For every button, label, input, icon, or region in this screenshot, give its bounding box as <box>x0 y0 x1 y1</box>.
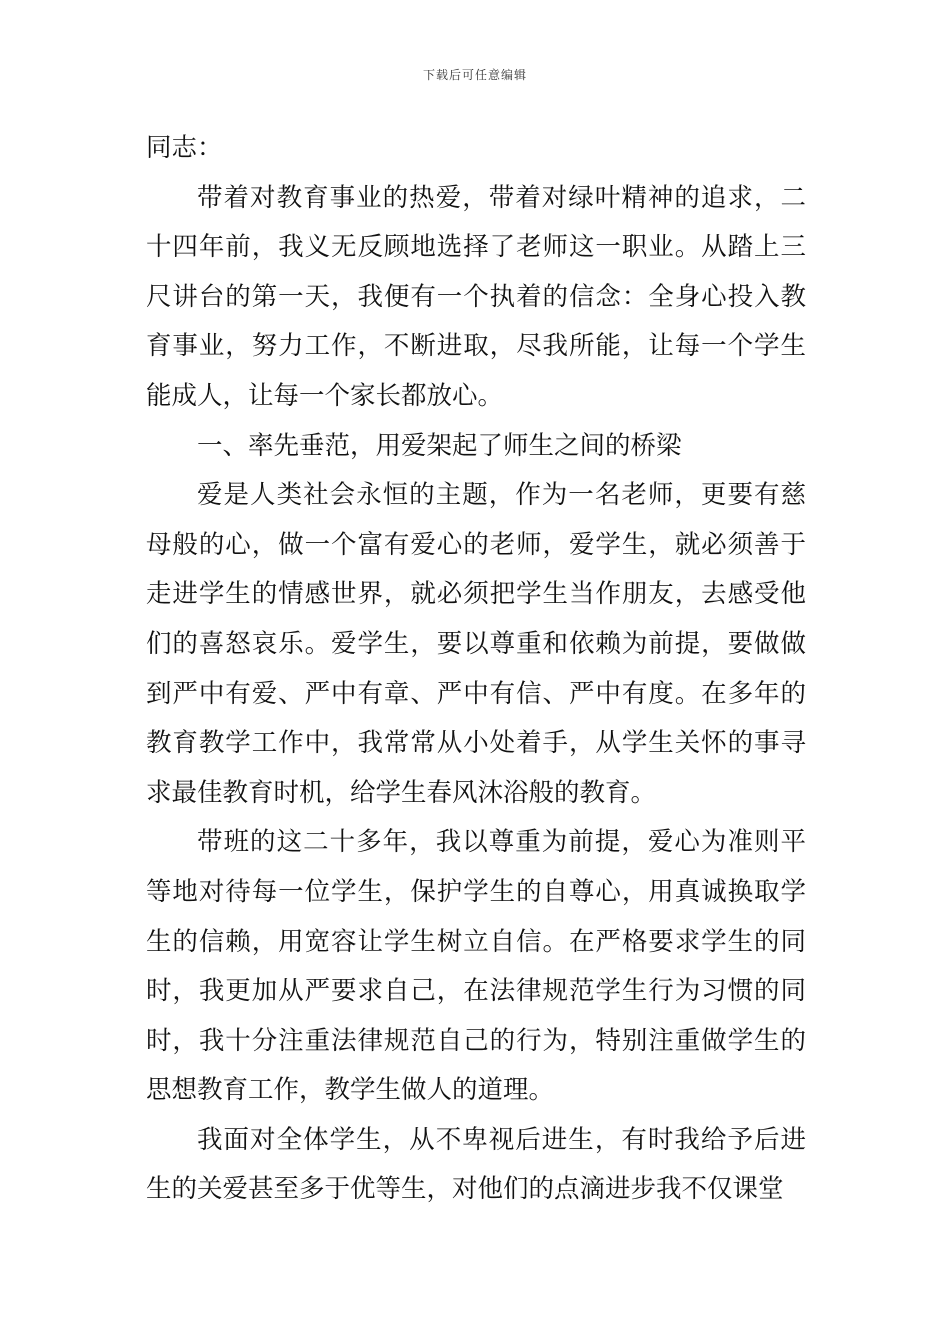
paragraph-class: 带班的这二十多年，我以尊重为前提，爱心为准则平等地对待每一位学生，保护学生的自尊心，用真诚换取学生的信赖，用宽容让学生树立自信。在严格要求学生的同时，我更加从严要求自己，在法律规范学生行为习惯的同时，我十分注重法律规范自己的行为，特别注重做学生的思想教育工作，教学生做人的道理。 <box>146 827 806 1106</box>
paragraph-students: 我面对全体学生，从不卑视后进生，有时我给予后进生的关爱甚至多于优等生，对他们的点滴进步我不仅课堂 <box>146 1124 806 1205</box>
paragraph-love: 爱是人类社会永恒的主题，作为一名老师，更要有慈母般的心，做一个富有爱心的老师，爱学生，就必须善于走进学生的情感世界，就必须把学生当作朋友，去感受他们的喜怒哀乐。爱学生，要以尊重和依赖为前提，要做做到严中有爱、严中有章、严中有信、严中有度。在多年的教育教学工作中，我常常从小处着手，从学生关怀的事寻求最佳教育时机，给学生春风沐浴般的教育。 <box>146 480 806 808</box>
paragraph-intro: 带着对教育事业的热爱，带着对绿叶精神的追求，二十四年前，我义无反顾地选择了老师这一职业。从踏上三尺讲台的第一天，我便有一个执着的信念：全身心投入教育事业，努力工作，不断进取，尽我所能，让每一个学生能成人，让每一个家长都放心。 <box>146 182 806 411</box>
section-heading: 一、率先垂范，用爱架起了师生之间的桥梁 <box>197 430 682 461</box>
document-body <box>146 124 806 1215</box>
salutation: 同志： <box>146 133 223 163</box>
header-note: 下载后可任意编辑 <box>422 68 527 82</box>
